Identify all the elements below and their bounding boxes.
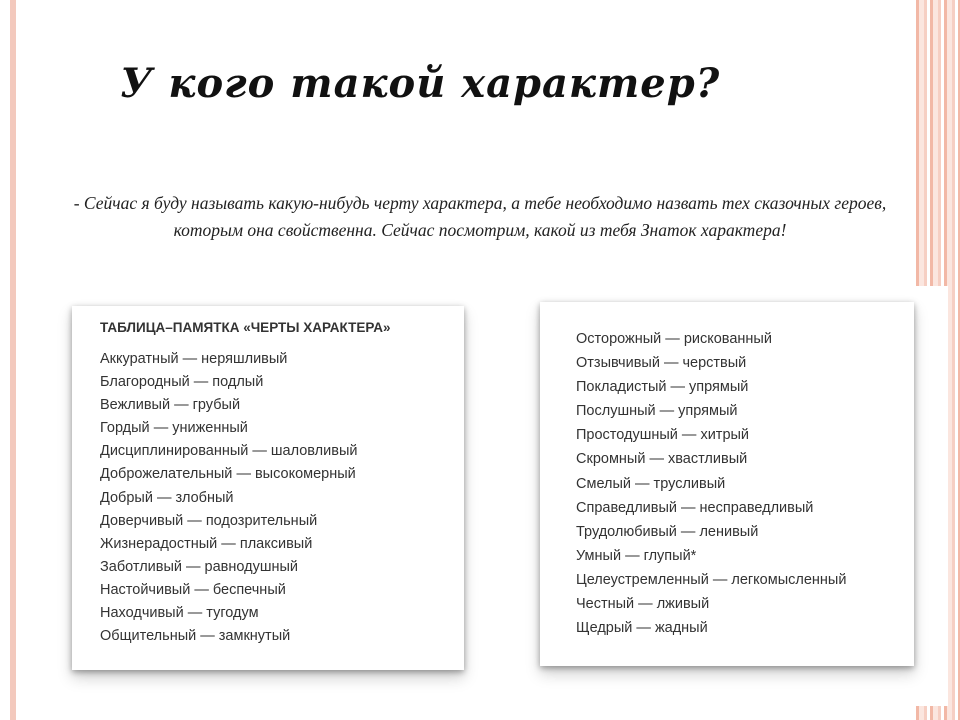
- trait-pair: Осторожный — рискованный: [576, 331, 772, 347]
- traits-list-right: [576, 327, 846, 640]
- left-border-decoration: [10, 0, 16, 720]
- trait-pair: Послушный — упрямый: [576, 403, 738, 420]
- slide-title: У кого такой характер?: [120, 60, 721, 107]
- trait-pair: Честный — лживый: [576, 596, 710, 613]
- trait-pair: Щедрый — жадный: [576, 620, 708, 637]
- traits-list-left: [100, 348, 357, 648]
- trait-pair: Доверчивый — подозрительный: [100, 512, 318, 529]
- character-traits-table-left: [72, 306, 464, 670]
- trait-pair: Заботливый — равнодушный: [100, 558, 298, 575]
- trait-pair: Справедливый — несправедливый: [576, 499, 814, 516]
- table-heading: ТАБЛИЦА–ПАМЯТКА «ЧЕРТЫ ХАРАКТЕРА»: [100, 320, 391, 335]
- trait-pair: Трудолюбивый — ленивый: [576, 523, 759, 540]
- character-traits-table-right: [540, 302, 914, 666]
- trait-pair: Благородный — подлый: [100, 374, 264, 391]
- intro-text: - Сейчас я буду называть какую-нибудь черту характера, а тебе необходимо назвать тех сказочных героев, которым она свойственна. Сейчас посмотрим, какой из тебя Знаток характера!: [73, 193, 887, 240]
- trait-pair: Гордый — униженный: [100, 420, 248, 437]
- stripes-cover: [908, 286, 948, 706]
- trait-pair: Целеустремленный — легкомысленный: [576, 571, 847, 588]
- trait-pair: Дисциплинированный — шаловливый: [100, 443, 358, 460]
- trait-pair: Смелый — трусливый: [576, 475, 726, 492]
- trait-pair: Находчивый — тугодум: [100, 605, 259, 622]
- trait-pair: Добрый — злобный: [100, 489, 234, 506]
- trait-pair: Вежливый — грубый: [100, 397, 241, 414]
- trait-pair: Отзывчивый — черствый: [576, 355, 747, 372]
- trait-pair: Настойчивый — беспечный: [100, 581, 286, 598]
- trait-pair: Умный — глупый*: [576, 547, 697, 564]
- trait-pair: Жизнерадостный — плаксивый: [100, 535, 313, 552]
- trait-pair: Аккуратный — неряшливый: [100, 351, 288, 367]
- trait-pair: Скромный — хвастливый: [576, 451, 748, 468]
- trait-pair: Общительный — замкнутый: [100, 628, 291, 645]
- trait-pair: Простодушный — хитрый: [576, 427, 750, 444]
- trait-pair: Покладистый — упрямый: [576, 379, 749, 396]
- trait-pair: Доброжелательный — высокомерный: [100, 466, 356, 483]
